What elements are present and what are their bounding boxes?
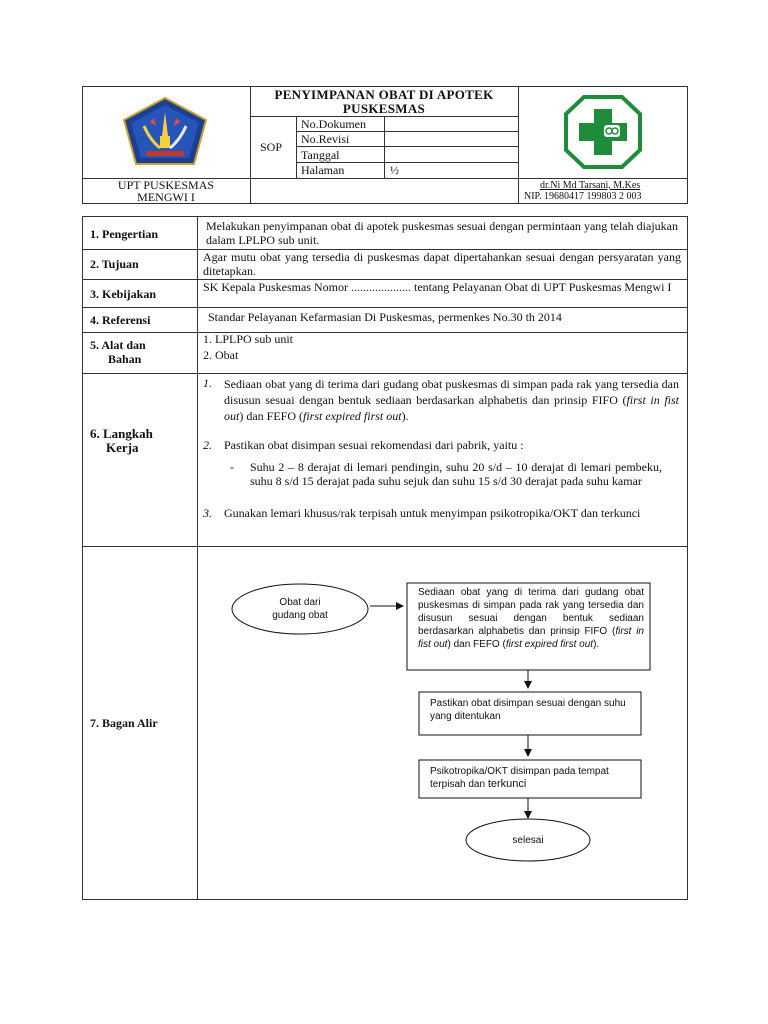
label-alat-line2: Bahan xyxy=(108,352,142,366)
label-bagan-alir: 7. Bagan Alir xyxy=(90,716,158,730)
header-divider xyxy=(518,178,688,179)
flow-box-3-main: Psikotropika/OKT disimpan pada tempat terpisah dan xyxy=(430,766,609,790)
temperature-text: Suhu 2 – 8 derajat di lemari pendingin, suhu 20 s/d – 10 derajat di lemari pembeku, suhu 8 s/d 15 derajat pada suhu sejuk dan suhu 15 s/d 30 derajat pada suhu kamar xyxy=(250,460,662,488)
row-divider xyxy=(82,332,688,333)
document-title: PENYIMPANAN OBAT DI APOTEK PUSKESMAS xyxy=(274,87,494,116)
step-1-fifo: first in fist out xyxy=(224,393,679,423)
signatory-name: dr.Ni Md Tarsani, M.Kes xyxy=(540,180,641,191)
label-pengertian: 1. Pengertian xyxy=(90,227,158,241)
step-1-end: ). xyxy=(401,409,409,423)
header-divider xyxy=(250,178,518,179)
bullet-dash: - xyxy=(230,460,234,474)
text-referensi: Standar Pelayanan Kefarmasian Di Puskesmas, permenkes No.30 th 2014 xyxy=(208,310,562,324)
flow-box-3-text xyxy=(430,765,630,791)
flowchart xyxy=(197,546,688,900)
flow-box-1-main: Sediaan obat yang di terima dari gudang obat puskesmas di simpan pada rak yang tersedia dan disusun sesuai dengan bentuk sediaan berdasarkan alphabetis dan prinsip FIFO ( xyxy=(418,587,644,637)
puskesmas-cross-logo-icon xyxy=(564,95,642,169)
label-alat-bahan xyxy=(90,338,146,366)
row-divider xyxy=(82,373,688,374)
alat-item: 1. LPLPO sub unit xyxy=(203,332,294,346)
header-divider xyxy=(518,86,519,204)
field-label-halaman: Halaman xyxy=(301,163,345,177)
step-number: 2. xyxy=(203,438,212,452)
step-2-text: Pastikan obat disimpan sesuai rekomendasi dari pabrik, yaitu : xyxy=(224,438,524,452)
field-label-no-revisi: No.Revisi xyxy=(301,132,350,146)
step-1-text xyxy=(224,376,679,424)
label-langkah-kerja xyxy=(90,427,153,455)
label-langkah-line2: Kerja xyxy=(106,440,139,455)
flow-box-1-end: ). xyxy=(593,639,600,650)
regency-emblem-icon xyxy=(120,96,210,168)
field-value-halaman: ½ xyxy=(390,163,399,177)
label-tujuan: 2. Tujuan xyxy=(90,257,139,271)
alat-item: 2. Obat xyxy=(203,348,239,362)
step-number: 3. xyxy=(203,506,212,520)
field-label-tanggal: Tanggal xyxy=(301,148,340,162)
text-pengertian: Melakukan penyimpanan obat di apotek puskesmas sesuai dengan permintaan yang telah diajukan dalam LPLPO sub unit. xyxy=(206,219,678,247)
header-divider xyxy=(384,116,385,178)
flow-box-2-text: Pastikan obat disimpan sesuai dengan suhu yang ditentukan xyxy=(430,698,626,722)
row-divider xyxy=(82,307,688,308)
flow-end-label: selesai xyxy=(512,835,544,846)
label-langkah-line1: 6. Langkah xyxy=(90,426,153,441)
unit-name xyxy=(82,179,250,203)
step-number: 1. xyxy=(203,376,212,390)
text-kebijakan: SK Kepala Puskesmas Nomor .................... tentang Pelayanan Obat di UPT Puskesmas Mengwi I xyxy=(203,280,672,294)
label-kebijakan: 3. Kebijakan xyxy=(90,287,157,301)
field-label-no-dokumen: No.Dokumen xyxy=(301,117,366,131)
flow-box-1-fifo: first in fist out xyxy=(418,626,644,650)
step-1-mid: ) dan FEFO ( xyxy=(239,409,304,423)
flow-start-line2: gudang obat xyxy=(272,610,328,621)
label-alat-line1: 5. Alat dan xyxy=(90,338,146,352)
label-referensi: 4. Referensi xyxy=(90,313,151,327)
flow-box-3-emph: terkunci xyxy=(487,778,527,790)
sop-label: SOP xyxy=(260,140,283,154)
unit-name-line1: UPT PUSKESMAS xyxy=(117,178,215,192)
text-tujuan: Agar mutu obat yang tersedia di puskesmas dapat dipertahankan sesuai dengan persyaratan yang ditetapkan. xyxy=(203,250,681,278)
flow-box-1-fefo: first expired first out xyxy=(505,639,594,650)
step-1-fefo: first expired first out xyxy=(303,409,402,423)
flow-box-1-mid: ) dan FEFO ( xyxy=(447,639,506,650)
flow-start-label xyxy=(242,596,358,622)
header-divider xyxy=(296,116,297,178)
step-3-text: Gunakan lemari khusus/rak terpisah untuk menyimpan psikotropika/OKT dan terkunci xyxy=(224,506,641,520)
signatory-nip: NIP. 19680417 199803 2 003 xyxy=(524,191,642,202)
unit-name-line2: MENGWI I xyxy=(137,190,195,204)
flow-start-line1: Obat dari xyxy=(279,597,321,608)
flow-box-1-text xyxy=(418,586,644,651)
step-1-main: Sediaan obat yang di terima dari gudang obat puskesmas di simpan pada rak yang tersedia dan disusun sesuai dengan bentuk sediaan berdasarkan alphabetis dan prinsip FIFO ( xyxy=(224,377,679,407)
header-divider xyxy=(296,146,518,147)
